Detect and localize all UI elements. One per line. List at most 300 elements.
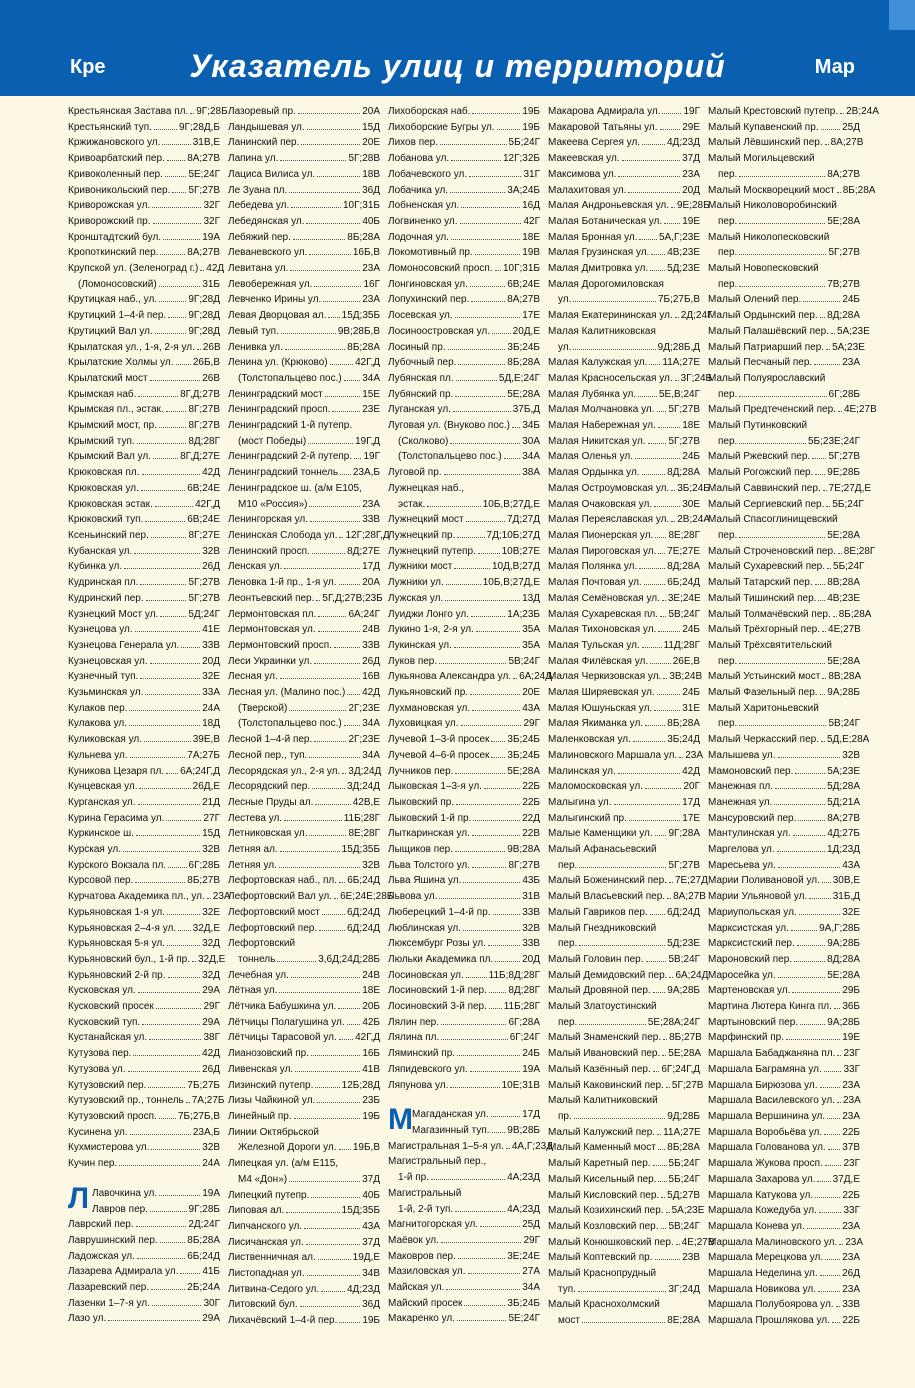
street-name: Кусковский туп.: [68, 1016, 141, 1028]
index-entry: [388, 575, 540, 591]
street-name: Льва Яшина ул.: [388, 875, 462, 887]
map-reference: 2Д;24Г: [680, 310, 713, 322]
index-entry: [388, 1280, 540, 1296]
map-reference: 4Е;27В: [681, 1236, 715, 1248]
leader-dots: [618, 773, 680, 774]
index-entry: [388, 873, 540, 889]
street-name: Мартина Лютера Кинга пл.: [708, 1001, 832, 1013]
map-reference: 7А;27Б: [187, 749, 220, 761]
street-name: мост: [558, 1315, 581, 1327]
leader-dots: [124, 568, 200, 569]
map-reference: 5Б;24Г: [668, 1173, 700, 1185]
index-entry: [548, 481, 710, 497]
index-entry: [228, 371, 380, 387]
index-entry: [388, 889, 540, 905]
street-name: Лобачевского ул.: [388, 168, 468, 180]
map-reference: 27А: [522, 1266, 540, 1278]
street-name: Малый Харитоньевский: [708, 702, 819, 714]
index-entry: [548, 669, 703, 685]
index-entry: [228, 387, 380, 403]
index-entry: [388, 764, 540, 780]
map-reference: 10Е;31В: [501, 1079, 540, 1091]
map-reference: 20Д: [682, 184, 700, 196]
street-name: пер.: [718, 278, 738, 290]
street-name: Малый Сухаревский пер.: [708, 561, 826, 573]
index-entry: [708, 889, 860, 905]
street-name: Кузнецкий Мост ул.: [68, 608, 159, 620]
leader-dots: [139, 788, 190, 789]
leader-dots: [123, 851, 200, 852]
leader-dots: [807, 1228, 840, 1229]
index-entry: [708, 104, 879, 120]
leader-dots: [167, 945, 200, 946]
index-entry: [548, 999, 700, 1015]
index-entry: [68, 858, 220, 874]
map-reference: 31Б: [202, 278, 220, 290]
map-reference: 3Б;24Д: [667, 734, 700, 746]
leader-dots: [134, 553, 200, 554]
street-name: Лаврушинский пер.: [68, 1234, 158, 1246]
index-entry: [708, 151, 860, 167]
index-entry: [708, 1062, 860, 1078]
leader-dots: [280, 678, 360, 679]
map-reference: 7Е;27Е: [667, 545, 700, 557]
map-reference: 9А;28Б: [827, 938, 860, 950]
leader-dots: [827, 1118, 840, 1119]
index-entry: [548, 622, 700, 638]
street-name: Маломосковская ул.: [548, 781, 643, 793]
map-reference: 42Б: [362, 1016, 380, 1028]
street-name: Малая Очаковская ул.: [548, 498, 653, 510]
street-name: М10 «Россия»): [238, 498, 308, 510]
leader-dots: [512, 427, 520, 428]
leader-dots: [642, 647, 662, 648]
street-name: Малый Николоворобинский: [708, 200, 837, 212]
map-reference: 25Д: [522, 1219, 540, 1231]
leader-dots: [128, 1071, 201, 1072]
index-entry: [228, 308, 380, 324]
index-entry: [548, 1172, 700, 1188]
index-entry: [388, 999, 540, 1015]
leader-dots: [774, 804, 825, 805]
map-reference: 22Б: [842, 1315, 860, 1327]
index-entry: [708, 135, 864, 151]
leader-dots: [642, 474, 666, 475]
street-name: Малая Ширяевская ул.: [548, 687, 655, 699]
index-entry: [68, 842, 220, 858]
map-reference: 23А: [362, 263, 380, 275]
map-reference: 20Д,Е: [512, 325, 540, 337]
street-name: Малая Тульская ул.: [548, 639, 640, 651]
index-entry: [708, 183, 876, 199]
leader-dots: [457, 537, 484, 538]
street-name: Майский просек: [388, 1297, 463, 1309]
index-entry: [548, 1203, 705, 1219]
street-name: Липецкая ул. (а/м Е115,: [228, 1158, 339, 1170]
map-reference: 5Д;23Е: [667, 263, 700, 275]
street-name: Курьяновская 5-я ул.: [68, 938, 166, 950]
street-name: Малый Татарский пер.: [708, 577, 813, 589]
street-name: Листопадная ул.: [228, 1268, 305, 1280]
index-entry: [708, 748, 860, 764]
street-name: Лазаревский пер.: [68, 1282, 150, 1294]
leader-dots: [454, 568, 490, 569]
leader-dots: [451, 239, 520, 240]
index-entry: [388, 607, 540, 623]
index-entry: [708, 277, 860, 293]
map-reference: 15Д: [202, 828, 220, 840]
map-reference: 42Г: [523, 215, 540, 227]
index-entry: [708, 999, 860, 1015]
street-name: Малый Москворецкий мост: [708, 184, 835, 196]
leader-dots: [334, 647, 360, 648]
street-name: Крюковская пл.: [68, 467, 140, 479]
index-entry: [68, 544, 220, 560]
leader-dots: [650, 914, 665, 915]
index-entry: [68, 1264, 220, 1280]
leader-dots: [284, 820, 342, 821]
street-name: Лихоборские Бугры ул.: [388, 121, 495, 133]
leader-dots: [460, 223, 522, 224]
leader-dots: [644, 584, 665, 585]
street-name: Малая Набережная ул.: [548, 420, 656, 432]
street-name: Лавров пер.: [92, 1203, 148, 1215]
leader-dots: [778, 867, 840, 868]
street-name: Маршала Конева ул.: [708, 1220, 805, 1232]
leader-dots: [439, 898, 520, 899]
index-entry: [548, 167, 700, 183]
leader-dots: [491, 757, 505, 758]
leader-dots: [154, 129, 177, 130]
map-reference: 3Г;24Б: [680, 372, 713, 384]
street-name: Макарова Адмирала ул.: [548, 106, 661, 117]
street-name: Кубанская ул.: [68, 545, 133, 557]
index-entry: [228, 591, 383, 607]
street-name: Маршала Воробьёва ул.: [708, 1126, 823, 1138]
map-reference: 5Е;28А: [827, 529, 860, 541]
leader-dots: [819, 1212, 842, 1213]
street-name: Крутицкая наб., ул.: [68, 294, 158, 306]
map-reference: 8Г;27В: [508, 859, 540, 871]
street-name: Крымский туп.: [68, 435, 135, 447]
map-reference: 9В;28А: [507, 844, 540, 856]
leader-dots: [344, 725, 361, 726]
map-reference: 5А;23Е: [832, 341, 865, 353]
leader-dots: [573, 301, 656, 302]
map-reference: 6Д;24Д: [346, 922, 380, 934]
map-reference: 17Д: [362, 561, 380, 573]
map-reference: 16Б: [362, 1048, 380, 1060]
street-name: Львова ул.: [388, 891, 438, 903]
street-name: Малый Купавенский пр.: [708, 121, 819, 133]
leader-dots: [649, 364, 660, 365]
leader-dots: [309, 506, 360, 507]
index-entry: [548, 402, 700, 418]
map-reference: 8Б;28А: [842, 184, 876, 196]
map-reference: 32Г: [203, 215, 220, 227]
map-reference: 23Е: [362, 404, 380, 416]
leader-dots: [286, 1212, 339, 1213]
leader-dots: [669, 882, 673, 883]
map-reference: 20Е: [522, 687, 540, 699]
index-entry: [548, 1313, 700, 1329]
leader-dots: [152, 207, 201, 208]
leader-dots: [662, 600, 666, 601]
street-name: Манежная пл.: [708, 781, 773, 793]
leader-dots: [289, 1181, 360, 1182]
map-reference: 3Б;24Б: [507, 734, 540, 746]
map-reference: 40Б: [362, 215, 380, 227]
street-name: Линейный пр.: [228, 1111, 292, 1122]
index-entry: [68, 104, 228, 120]
map-reference: 42В,Е: [352, 796, 380, 808]
leader-dots: [441, 1039, 507, 1040]
leader-dots: [828, 1149, 841, 1150]
map-reference: 17Е: [522, 310, 540, 322]
leader-dots: [339, 882, 345, 883]
street-name: Кутузовский пр., тоннель: [68, 1095, 184, 1107]
street-name: Маршала Полубоярова ул.: [708, 1299, 834, 1311]
map-reference: 5Б;24Г: [508, 137, 540, 149]
index-entry: [548, 748, 704, 764]
index-entry: [708, 387, 860, 403]
index-entry: [548, 716, 700, 732]
leader-dots: [156, 1008, 202, 1009]
map-reference: 33В: [522, 938, 540, 950]
leader-dots: [159, 1195, 200, 1196]
map-reference: 26Е,В: [672, 655, 700, 667]
leader-dots: [168, 317, 186, 318]
leader-dots: [489, 1008, 502, 1009]
map-reference: 7Д;10Б;27Д: [486, 529, 540, 541]
index-entry: [388, 183, 540, 199]
index-entry: [548, 465, 700, 481]
street-name: Лазоревый пр.: [228, 106, 296, 117]
map-reference: 6В;24Е: [187, 514, 220, 526]
street-name: Лазо ул.: [68, 1313, 107, 1325]
leader-dots: [441, 1242, 522, 1243]
index-entry: [388, 701, 540, 717]
leader-dots: [791, 930, 817, 931]
street-name: Маршала Малиновского ул.: [708, 1236, 838, 1248]
index-entry: [548, 544, 700, 560]
index-entry: [68, 654, 220, 670]
street-name: Малый Боженинский пер.: [548, 875, 667, 887]
map-reference: 39Е,В: [192, 734, 220, 746]
map-reference: 20Д: [202, 655, 220, 667]
street-name: Лялин пер.: [388, 1016, 440, 1028]
leader-dots: [618, 176, 680, 177]
street-name: Малая Черкизовская ул.: [548, 671, 662, 683]
index-entry: [228, 1297, 380, 1313]
leader-dots: [314, 741, 346, 742]
index-entry: [68, 277, 220, 293]
map-reference: 5А;23Е: [827, 765, 860, 777]
leader-dots: [635, 458, 680, 459]
map-reference: 23А: [362, 294, 380, 306]
leader-dots: [290, 270, 360, 271]
index-entry: [228, 654, 380, 670]
map-reference: 4Е;27В: [843, 404, 877, 416]
map-reference: 23А,Б: [352, 467, 380, 479]
street-name: Малый Строченовский пер.: [708, 545, 836, 557]
street-name: Ленинградский мост: [228, 388, 323, 400]
map-reference: 34А: [362, 718, 380, 730]
street-name: туп.: [558, 1283, 576, 1295]
leader-dots: [135, 882, 185, 883]
leader-dots: [339, 1039, 353, 1040]
leader-dots: [837, 192, 841, 193]
street-name: Майская ул.: [388, 1282, 445, 1294]
map-reference: 9Г;28Б: [188, 1203, 220, 1215]
map-reference: 24Б: [682, 451, 700, 463]
map-reference: 24Б: [522, 1048, 540, 1060]
map-reference: 32Д: [202, 969, 220, 981]
map-reference: 32Г: [203, 200, 220, 212]
map-reference: 29Г: [203, 1001, 220, 1013]
map-reference: 32Е: [842, 906, 860, 918]
map-reference: 5В;24Г: [508, 655, 540, 667]
map-reference: 5Г;28В: [348, 153, 380, 165]
index-entry: [68, 748, 220, 764]
street-name: пер.: [718, 718, 738, 730]
index-entry: [228, 811, 380, 827]
leader-dots: [794, 961, 825, 962]
index-entry: [388, 983, 540, 999]
index-entry: [388, 1296, 540, 1312]
street-name: Малышева ул.: [708, 749, 776, 761]
map-reference: 8Г;27Е: [188, 529, 220, 541]
index-entry: [708, 1188, 860, 1204]
leader-dots: [663, 1039, 667, 1040]
street-name: Крымская пл., эстак.: [68, 404, 164, 416]
index-entry: [228, 701, 380, 717]
map-reference: 20Е: [362, 137, 380, 149]
leader-dots: [439, 663, 506, 664]
map-reference: 19В: [522, 247, 540, 259]
map-reference: 22Б: [522, 781, 540, 793]
map-reference: 3Б;24Б: [507, 1297, 540, 1309]
street-name: (Толстопальцево пос.): [398, 451, 502, 463]
index-entry: [228, 905, 380, 921]
street-name: Лобненская ул.: [388, 200, 460, 212]
map-reference: 25Д: [842, 121, 860, 133]
leader-dots: [492, 1132, 506, 1133]
index-entry: [708, 607, 872, 623]
street-name: Летниковская ул.: [228, 828, 308, 840]
map-reference: 8Г;27В: [188, 420, 220, 432]
map-reference: 33Г: [843, 1205, 860, 1217]
index-entry: [68, 402, 220, 418]
leader-dots: [800, 1024, 825, 1025]
leader-dots: [739, 443, 806, 444]
index-entry: [388, 591, 540, 607]
index-entry: [228, 669, 380, 685]
leader-dots: [663, 678, 667, 679]
index-entry: [548, 795, 700, 811]
leader-dots: [818, 1291, 840, 1292]
street-name: Лётная ул.: [228, 985, 278, 997]
map-reference: 8Д;27Е: [347, 545, 380, 557]
index-entry: [388, 324, 540, 340]
leader-dots: [285, 349, 345, 350]
leader-dots: [455, 851, 505, 852]
index-entry: [68, 1140, 220, 1156]
map-reference: 16В: [362, 671, 380, 683]
map-reference: 23А: [685, 749, 704, 761]
index-entry: [708, 167, 860, 183]
street-name: Луховицкая ул.: [388, 718, 459, 730]
index-entry: [708, 465, 860, 481]
map-reference: 7Б;27Б,В: [177, 1111, 220, 1122]
map-reference: 19А: [202, 231, 220, 243]
leader-dots: [786, 1039, 840, 1040]
map-reference: 5Д;23Е: [667, 938, 700, 950]
leader-dots: [826, 349, 830, 350]
street-name: Малая Ботаническая ул.: [548, 215, 663, 227]
index-entry: [228, 418, 380, 434]
street-name: Маршала Кожедуба ул.: [708, 1205, 817, 1217]
street-name: Малая Семёновская ул.: [548, 592, 660, 604]
street-name: (Сколково): [398, 435, 449, 447]
street-name: Лихоборская наб.: [388, 106, 471, 117]
street-name: Малый Спасоглинищевский: [708, 514, 838, 526]
leader-dots: [427, 506, 480, 507]
map-reference: 8Б;27В: [187, 875, 220, 887]
map-reference: 41В: [362, 1063, 380, 1075]
leader-dots: [839, 1244, 843, 1245]
street-name: Малый Гавриков пер.: [548, 906, 648, 918]
leader-dots: [160, 1242, 186, 1243]
leader-dots: [167, 914, 200, 915]
leader-dots: [150, 1211, 187, 1212]
street-name: Мазиловская ул.: [388, 1266, 466, 1278]
street-name: Липчанского ул.: [228, 1220, 303, 1232]
leader-dots: [167, 160, 185, 161]
street-name: Лубянская пл.: [388, 372, 454, 384]
leader-dots: [658, 553, 665, 554]
leader-dots: [178, 930, 191, 931]
map-reference: 32В: [202, 545, 220, 557]
map-reference: 23А: [842, 1095, 861, 1107]
map-reference: 8Б;28А: [667, 1142, 700, 1154]
index-entry: [228, 183, 380, 199]
index-entry: [708, 1250, 860, 1266]
map-reference: 27Г: [203, 812, 220, 824]
street-name: Лесные Пруды ал.: [228, 796, 314, 808]
street-name: Курьяновская 2–4-я ул.: [68, 922, 177, 934]
map-reference: 9Д;28Б: [667, 1111, 700, 1122]
leader-dots: [642, 144, 665, 145]
map-reference: 19Б,В: [352, 1142, 380, 1154]
street-name: Малый Николопесковский: [708, 231, 830, 243]
map-reference: 5Е;24Г: [508, 1313, 540, 1325]
street-name: Левый туп.: [228, 325, 279, 337]
street-name: (Толстопальцево пос.): [238, 372, 342, 384]
street-name: Ленинградский 1-й путепр.: [228, 420, 353, 432]
leader-dots: [192, 961, 196, 962]
map-reference: 33В: [842, 1299, 860, 1311]
index-entry: [388, 826, 540, 842]
map-reference: 24Б: [682, 624, 700, 636]
street-name: Малый Рогожский пер.: [708, 467, 814, 479]
leader-dots: [319, 930, 345, 931]
index-entry: [68, 622, 220, 638]
street-name: Люксембург Розы ул.: [388, 938, 486, 950]
index-entry: [548, 434, 700, 450]
street-name: Лужнецкая наб.,: [388, 482, 465, 494]
street-name: Лазарева Адмирала ул.: [68, 1266, 179, 1278]
